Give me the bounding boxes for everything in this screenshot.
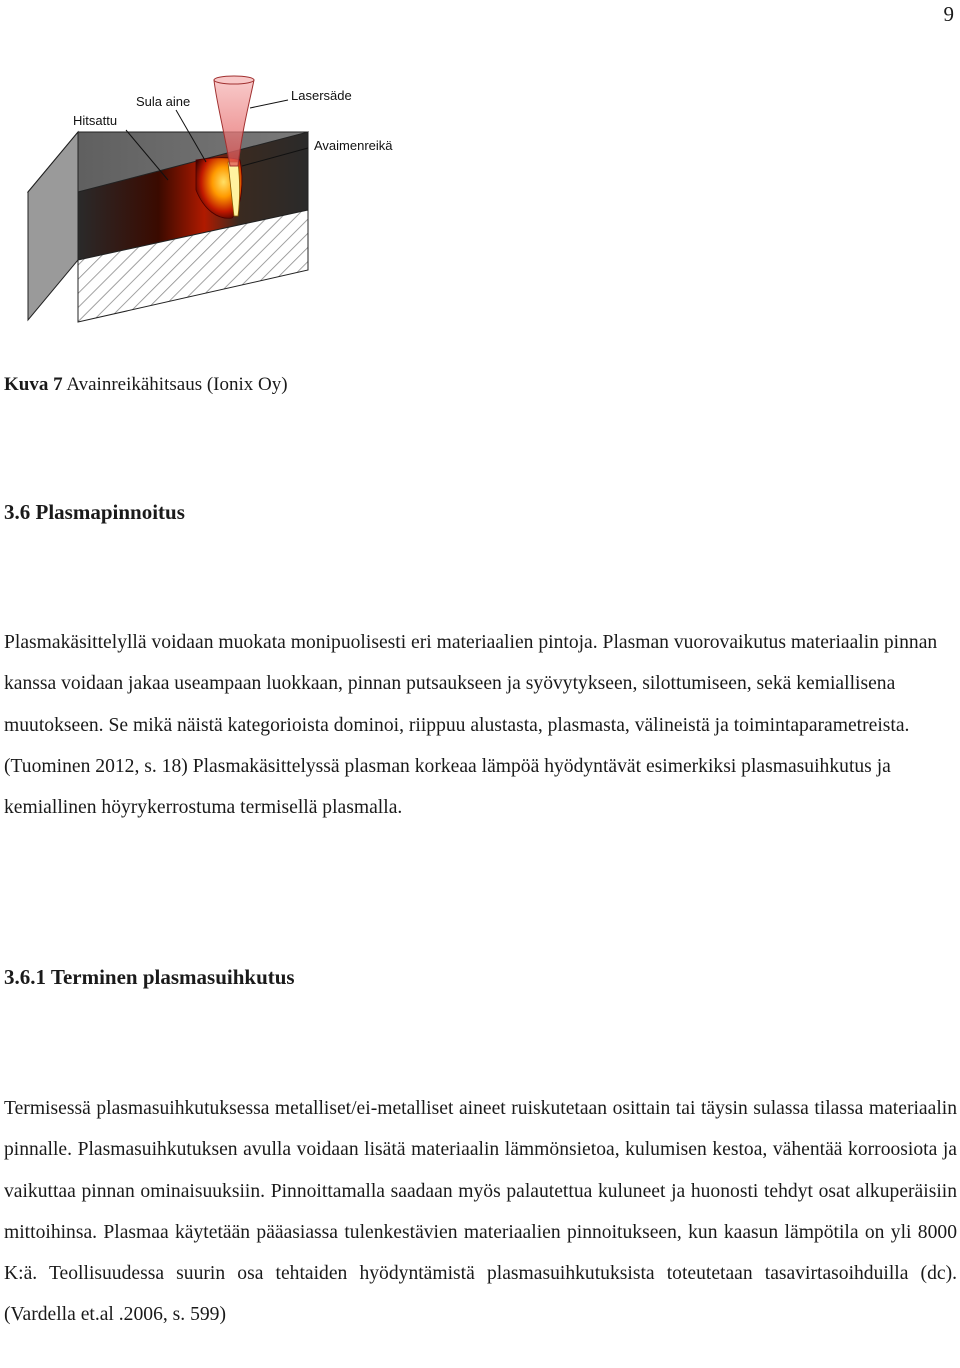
page-number: 9 [943, 2, 954, 26]
label-lasersade: Lasersäde [291, 88, 352, 103]
caption-label: Kuva 7 [4, 374, 63, 395]
label-sula-aine: Sula aine [136, 94, 191, 109]
label-avaimenreika: Avaimenreikä [314, 138, 393, 153]
keyhole-welding-figure [18, 70, 428, 340]
section-heading-3-6-1: 3.6.1 Terminen plasmasuihkutus [4, 965, 295, 989]
figure-caption [4, 374, 288, 396]
label-hitsattu: Hitsattu [73, 113, 118, 128]
workpiece-side-face [28, 132, 78, 320]
paragraph-3-6: Plasmakäsittelyllä voidaan muokata monipuolisesti eri materiaalien pintoja. Plasman vuorovaikutus materiaalin pinnan kanssa voidaan jakaa useampaan luokkaan, pinnan putsaukseen ja syövytykseen, silottumiseen, sekä kemiallisena muutokseen. Se mikä näistä kategorioista dominoi, riippuu alustasta, plasmasta, välineistä ja toimintaparametreista. (Tuominen 2012, s. 18) Plasmakäsittelyssä plasman korkeaa lämpöä hyödyntävät esimerkiksi plasmasuihkutus ja kemiallinen höyrykerrostuma termisellä plasmalla. [4, 632, 938, 819]
section-heading-3-6: 3.6 Plasmapinnoitus [4, 500, 185, 524]
caption-text: Avainreikähitsaus (Ionix Oy) [66, 374, 288, 395]
paragraph-3-6-1: Termisessä plasmasuihkutuksessa metalliset/ei-metalliset aineet ruiskutetaan osittain tai täysin sulassa tilassa materiaalin pinnalle. Plasmasuihkutuksen avulla voidaan lisätä materiaalin lämmönsietoa, kulumisen kestoa, vähentää korroosiota ja vaikuttaa pinnan ominaisuuksiin. Pinnoittamalla saadaan myös palautettua kuluneet ja huonosti tehdyt osat alkuperäisiin mittoihinsa. Plasmaa käytetään pääasiassa tulenkestävien materiaalien pinnoitukseen, kun kaasun lämpötila on yli 8000 K:ä. Teollisuudessa suurin osa tehtaiden hyödyntämistä plasmasuihkutuksista toteutetaan tasavirtasoihduilla (dc). (Vardella et.al .2006, s. 599) [4, 1098, 957, 1326]
